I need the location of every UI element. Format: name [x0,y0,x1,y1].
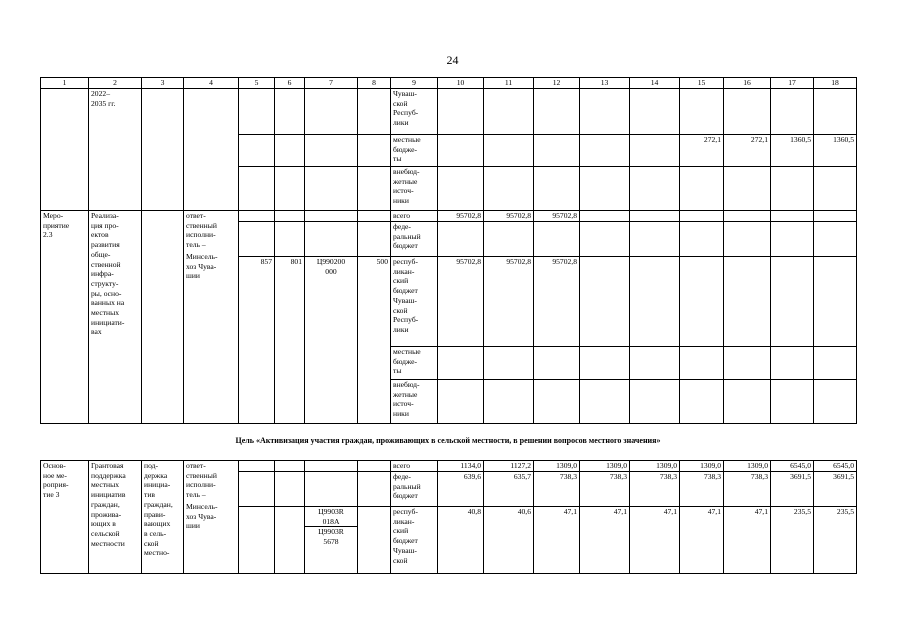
executor-name: Минсель- хоз Чува- шии [186,501,218,531]
value-cell: 95702,8 [438,257,484,347]
table-row [41,211,857,222]
participant: под- держка инициа- тив граждан, прави- вающих в сель- ской местно- [142,461,184,574]
value-cell [580,257,630,347]
value-cell [680,347,724,380]
target-code [305,507,358,574]
value-cell: 3691,5 [814,472,857,507]
code-cell [358,135,391,167]
value-cell [724,211,771,222]
value-cell: 47,1 [580,507,630,574]
value-cell: 40,8 [438,507,484,574]
value-cell: 47,1 [724,507,771,574]
executor-role: ответ- ственный исполни- тель – [186,211,217,250]
funding-source: феде- ральный бюджет [391,222,438,257]
code-cell [358,222,391,257]
value-cell [771,222,814,257]
code-cell [275,211,305,222]
value-cell [438,222,484,257]
code-cell [275,135,305,167]
measure-name: Реализа- ция про- ектов развития обще- ственной инфра- структу- ры, осно- ванных на местных инициати- вах [89,211,142,424]
measure-label: Основ- ное ме- роприя- тие 3 [41,461,89,574]
value-cell: 235,5 [814,507,857,574]
value-cell: 40,6 [484,507,534,574]
code-cell [305,472,358,507]
code-cell [239,461,275,472]
value-cell [484,89,534,135]
main-measure-3-block [41,461,857,574]
column-number: 14 [630,78,680,89]
code-cell [239,167,275,211]
executor [184,461,239,574]
code-cell [358,89,391,135]
value-cell: 738,3 [580,472,630,507]
code-cell [305,167,358,211]
column-number: 9 [391,78,438,89]
value-cell [724,257,771,347]
value-cell [534,347,580,380]
value-cell: 1309,0 [680,461,724,472]
funding-source: внебюд- жетные источ- ники [391,167,438,211]
column-number: 5 [239,78,275,89]
value-cell [580,380,630,424]
code-cell [275,472,305,507]
value-cell [580,167,630,211]
value-cell: 1309,0 [534,461,580,472]
column-number: 8 [358,78,391,89]
column-number: 12 [534,78,580,89]
measure-label: Меро- приятие 2.3 [41,211,89,424]
value-cell [814,211,857,222]
code-cell [275,89,305,135]
value-cell [438,135,484,167]
value-cell [724,89,771,135]
column-number: 1 [41,78,89,89]
funding-source: респуб- ликан- ский бюджет Чуваш- ской Респуб- лики [391,257,438,347]
funding-source: феде- ральный бюджет [391,472,438,507]
value-cell [484,222,534,257]
value-cell [630,135,680,167]
value-cell [724,222,771,257]
value-cell [771,89,814,135]
funding-source: внебюд- жетные источ- ники [391,380,438,424]
measure-label [41,89,89,211]
value-cell [438,380,484,424]
measure-2-3-block [41,211,857,424]
funding-source: всего [391,211,438,222]
value-cell: 235,5 [771,507,814,574]
value-cell [630,380,680,424]
value-cell: 95702,8 [438,211,484,222]
value-cell: 95702,8 [484,211,534,222]
value-cell: 1309,0 [724,461,771,472]
value-cell [438,89,484,135]
value-cell [630,167,680,211]
participant [142,89,184,211]
code-c7: Ц990200 000 [305,257,358,424]
code-cell [239,135,275,167]
column-number: 11 [484,78,534,89]
value-cell: 738,3 [534,472,580,507]
table-row [41,89,857,135]
value-cell [680,211,724,222]
value-cell: 95702,8 [534,211,580,222]
value-cell: 6545,0 [814,461,857,472]
funding-source: местные бюдже- ты [391,347,438,380]
column-number: 4 [184,78,239,89]
code-cell [305,211,358,222]
value-cell [630,347,680,380]
code-c6: 801 [275,257,305,424]
value-cell: 635,7 [484,472,534,507]
value-cell [438,167,484,211]
value-cell: 95702,8 [534,257,580,347]
code-c5: 857 [239,257,275,424]
column-number: 7 [305,78,358,89]
value-cell: 47,1 [680,507,724,574]
code-cell [305,461,358,472]
value-cell [771,167,814,211]
code-cell [358,461,391,472]
code-cell [239,222,275,257]
code-line: Ц9903R 5678 [305,526,357,546]
value-cell [814,89,857,135]
value-cell [484,167,534,211]
value-cell [484,380,534,424]
funding-source: респуб- ликан- ский бюджет Чуваш- ской [391,507,438,574]
value-cell [580,89,630,135]
value-cell: 1127,2 [484,461,534,472]
code-cell [305,89,358,135]
value-cell [580,135,630,167]
value-cell [534,222,580,257]
column-number: 15 [680,78,724,89]
value-cell [580,347,630,380]
funding-source: Чуваш- ской Респуб- лики [391,89,438,135]
column-number: 13 [580,78,630,89]
column-number: 16 [724,78,771,89]
column-number: 2 [89,78,142,89]
column-number: 18 [814,78,857,89]
value-cell: 272,1 [680,135,724,167]
code-cell [239,507,275,574]
column-number: 17 [771,78,814,89]
value-cell [534,89,580,135]
measure-name: Грантовая поддержка местных инициатив граждан, прожива- ющих в сельской местности [89,461,142,574]
value-cell: 1134,0 [438,461,484,472]
value-cell: 47,1 [630,507,680,574]
value-cell [630,257,680,347]
value-cell: 1360,5 [771,135,814,167]
value-cell [771,380,814,424]
executor [184,89,239,211]
code-cell [275,507,305,574]
value-cell [814,347,857,380]
value-cell: 1360,5 [814,135,857,167]
code-cell [275,461,305,472]
header-row [41,78,857,89]
value-cell [771,257,814,347]
value-cell [814,167,857,211]
value-cell [814,222,857,257]
funding-source: местные бюдже- ты [391,135,438,167]
table-row [41,461,857,472]
executor [184,211,239,424]
value-cell: 95702,8 [484,257,534,347]
code-cell [358,211,391,222]
budget-table [40,77,857,424]
value-cell [724,347,771,380]
code-cell [239,89,275,135]
value-cell: 3691,5 [771,472,814,507]
value-cell: 6545,0 [771,461,814,472]
code-c8: 500 [358,257,391,424]
value-cell [680,167,724,211]
value-cell [680,89,724,135]
value-cell: 1309,0 [580,461,630,472]
executor-name: Минсель- хоз Чува- шии [186,251,218,281]
code-cell [305,135,358,167]
goal-title: Цель «Активизация участия граждан, проживающих в сельской местности, в решении вопросов местного значения» [235,436,661,445]
column-number: 10 [438,78,484,89]
value-cell [534,380,580,424]
value-cell: 738,3 [724,472,771,507]
value-cell [534,167,580,211]
value-cell [724,167,771,211]
value-cell [814,257,857,347]
value-cell [680,380,724,424]
value-cell [534,135,580,167]
code-cell [358,472,391,507]
executor-role: ответ- ственный исполни- тель – [186,461,217,500]
value-cell [438,347,484,380]
column-number: 3 [142,78,184,89]
code-cell [275,167,305,211]
funding-source: всего [391,461,438,472]
page-number: 24 [446,53,459,67]
value-cell: 272,1 [724,135,771,167]
value-cell [680,222,724,257]
value-cell [630,211,680,222]
main-measure-3-table [40,460,857,574]
value-cell [630,89,680,135]
value-cell: 1309,0 [630,461,680,472]
value-cell [814,380,857,424]
value-cell [724,380,771,424]
value-cell: 47,1 [534,507,580,574]
code-cell [358,167,391,211]
value-cell [580,222,630,257]
code-cell [305,222,358,257]
value-cell: 639,6 [438,472,484,507]
code-cell [239,472,275,507]
measure-name: 2022– 2035 гг. [89,89,142,211]
value-cell [630,222,680,257]
value-cell [484,347,534,380]
value-cell [771,347,814,380]
code-cell [239,211,275,222]
participant [142,211,184,424]
column-number: 6 [275,78,305,89]
value-cell [680,257,724,347]
continuation-block [41,89,857,211]
value-cell [580,211,630,222]
value-cell: 738,3 [680,472,724,507]
value-cell [484,135,534,167]
code-cell [358,507,391,574]
code-line: Ц9903R 018A [318,507,344,526]
code-cell [275,222,305,257]
value-cell: 738,3 [630,472,680,507]
value-cell [771,211,814,222]
